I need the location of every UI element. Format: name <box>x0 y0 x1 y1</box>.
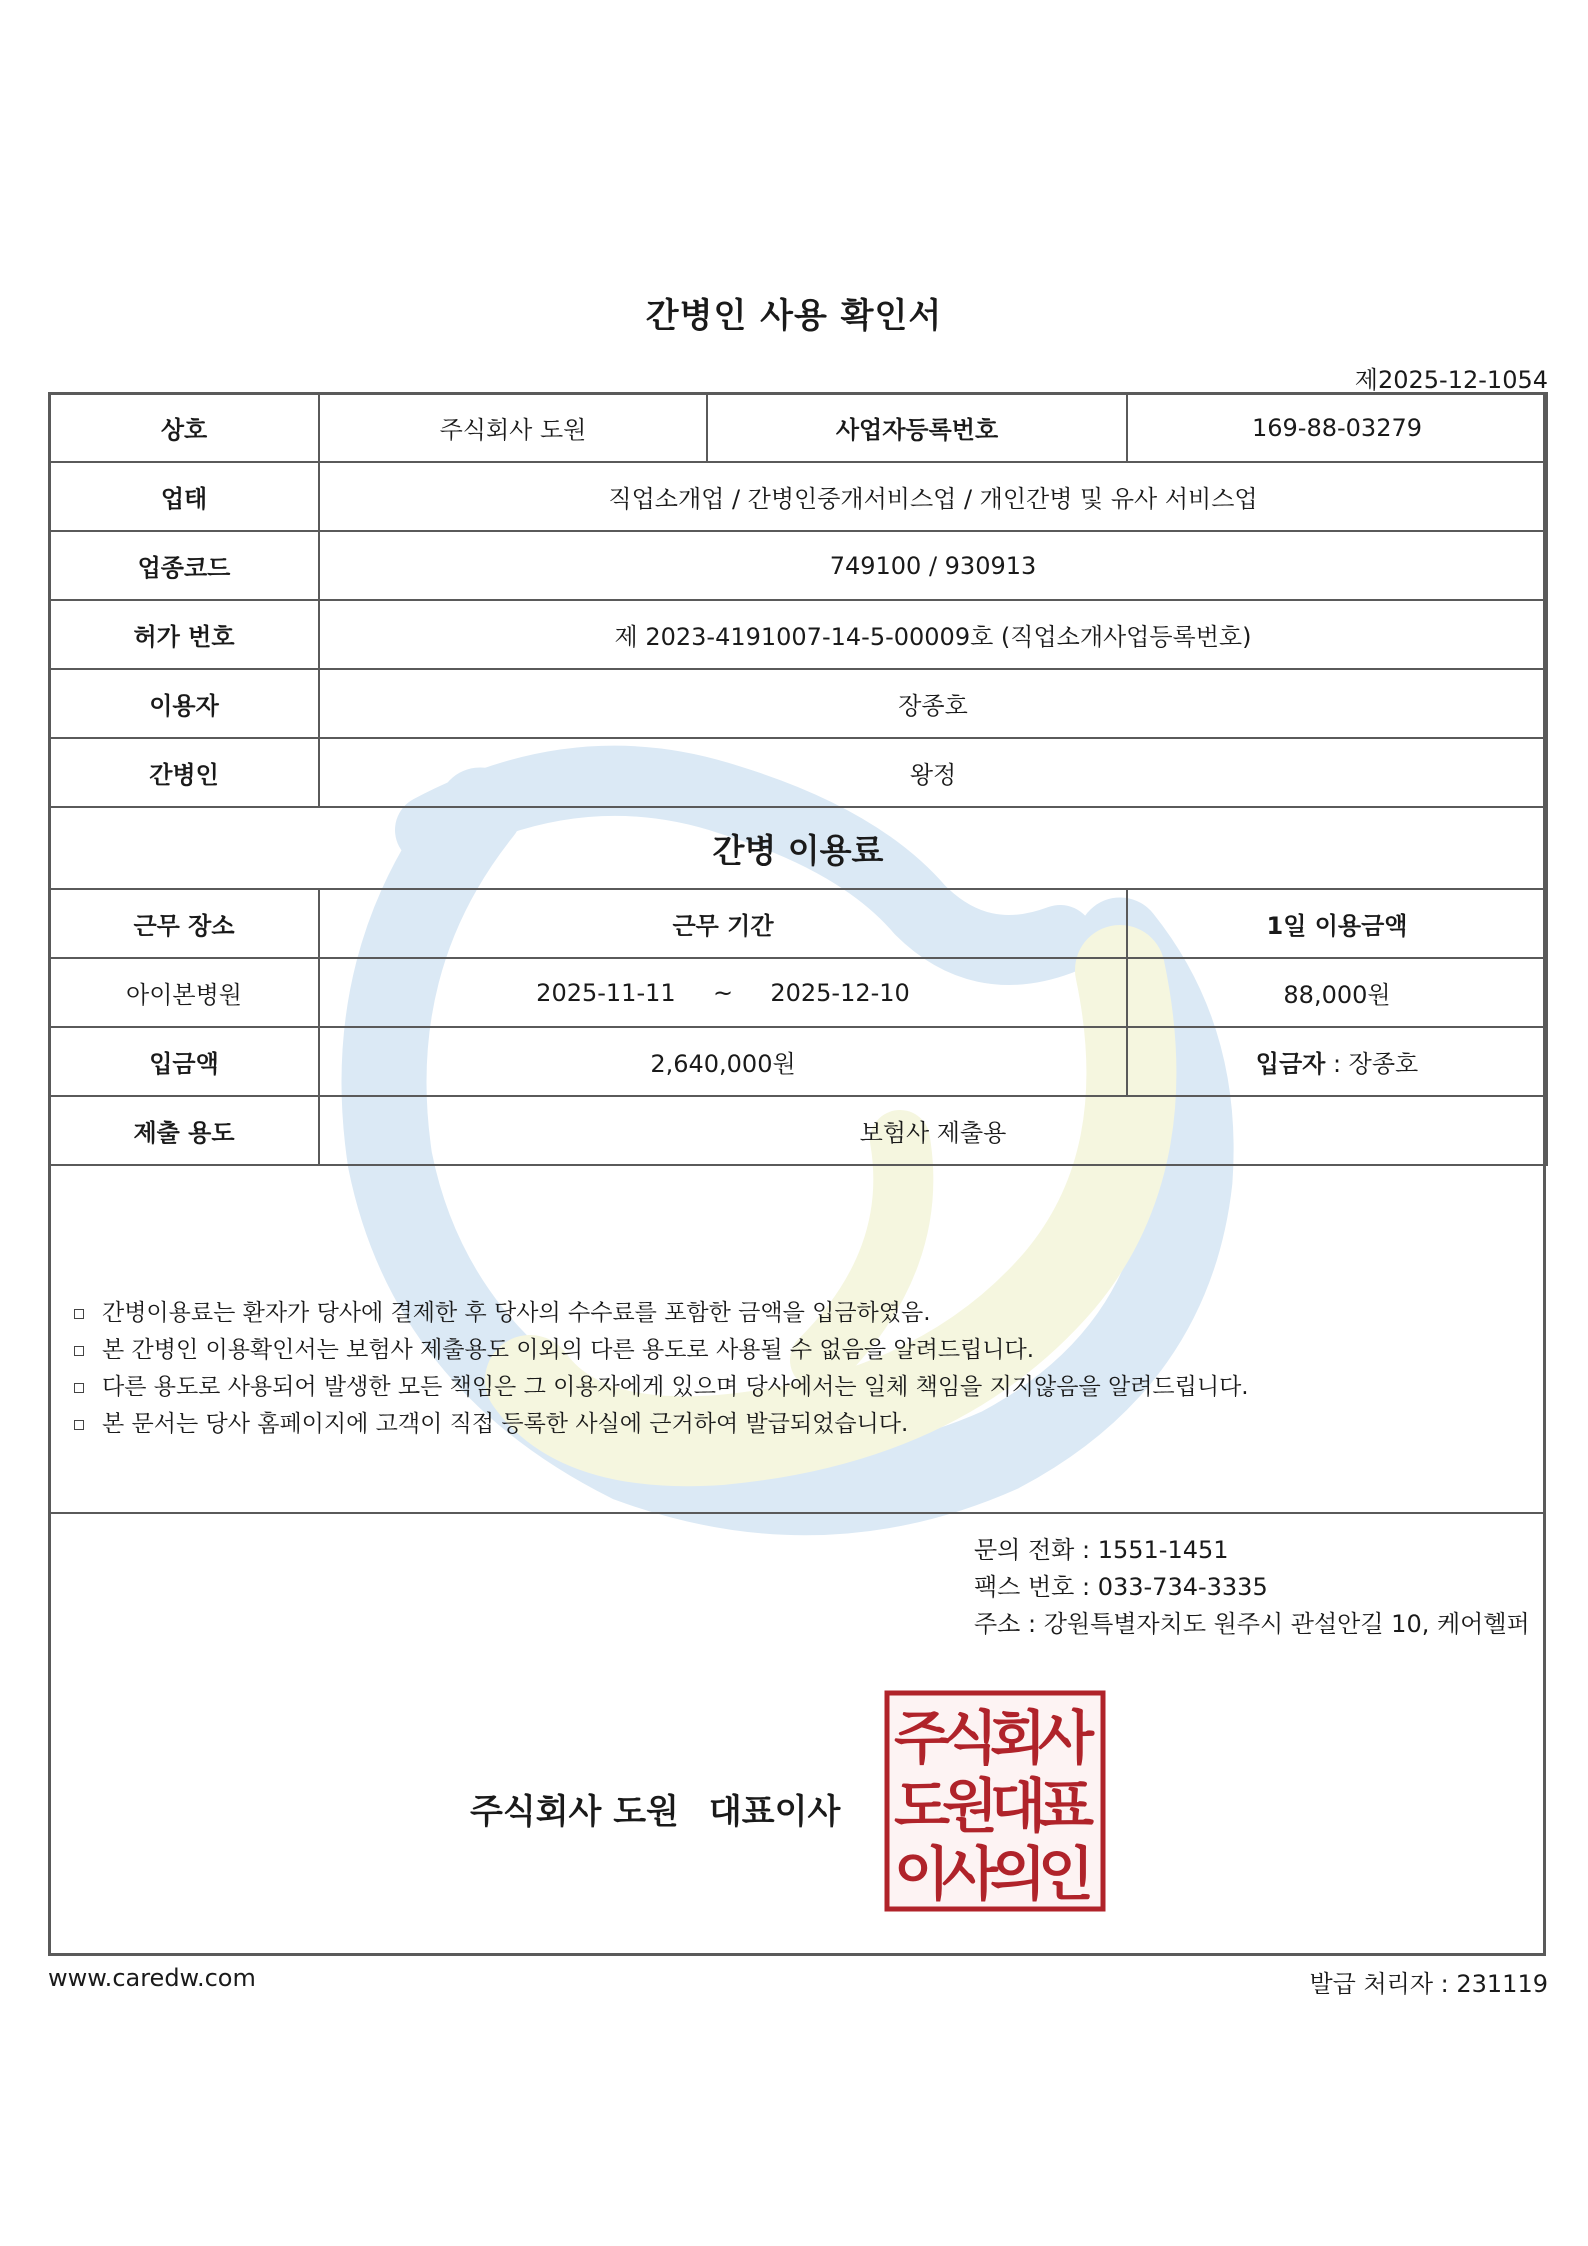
document-title: 간병인 사용 확인서 <box>645 296 943 336</box>
fee-section-title: 간병 이용료 <box>49 807 1547 889</box>
square-bullet-icon <box>74 1420 84 1430</box>
list-item: 간병이용료는 환자가 당사에 결제한 후 당사의 수수료를 포함한 금액을 입금하였음. <box>70 1295 1249 1332</box>
user-value: 장종호 <box>319 669 1547 738</box>
work-period-value <box>319 958 1127 1027</box>
period-start: 2025-11-11 <box>536 978 676 1007</box>
svg-text:도: 도 <box>893 1772 951 1840</box>
svg-text:인: 인 <box>1037 1840 1095 1908</box>
square-bullet-icon <box>74 1309 84 1319</box>
industry-code-value: 749100 / 930913 <box>319 531 1547 600</box>
business-type-value: 직업소개업 / 간병인중개서비스업 / 개인간병 및 유사 서비스업 <box>319 462 1547 531</box>
square-bullet-icon <box>74 1383 84 1393</box>
svg-text:식: 식 <box>941 1704 999 1772</box>
table-row <box>49 669 1547 738</box>
notes-list <box>70 1295 1249 1443</box>
period-end: 2025-12-10 <box>770 978 910 1007</box>
work-place-value: 아이본병원 <box>49 958 319 1027</box>
svg-text:원: 원 <box>941 1772 999 1840</box>
table-row <box>49 393 1547 462</box>
license-number-value: 제 2023-4191007-14-5-00009호 (직업소개사업등록번호) <box>319 600 1547 669</box>
table-row <box>49 462 1547 531</box>
list-item: 다른 용도로 사용되어 발생한 모든 책임은 그 이용자에게 있으며 당사에서는 일체 책임을 지지않음을 알려드립니다. <box>70 1369 1249 1406</box>
work-period-label: 근무 기간 <box>319 889 1127 958</box>
svg-text:주: 주 <box>893 1704 951 1772</box>
daily-fee-label: 1일 이용금액 <box>1127 889 1547 958</box>
table-row <box>49 807 1547 889</box>
business-type-label: 업태 <box>49 462 319 531</box>
company-name-value: 주식회사 도원 <box>319 393 707 462</box>
svg-text:이: 이 <box>893 1840 951 1908</box>
svg-text:사: 사 <box>941 1840 999 1908</box>
svg-text:의: 의 <box>989 1840 1047 1908</box>
deposit-amount-label: 입금액 <box>49 1027 319 1096</box>
depositor-value: 장종호 <box>1348 1050 1419 1078</box>
table-row <box>49 958 1547 1027</box>
svg-text:회: 회 <box>989 1704 1047 1772</box>
daily-fee-value: 88,000원 <box>1127 958 1547 1027</box>
contact-fax: 팩스 번호 : 033-734-3335 <box>974 1573 1268 1601</box>
signature-line <box>470 1784 840 1833</box>
industry-code-label: 업종코드 <box>49 531 319 600</box>
contact-phone: 문의 전화 : 1551-1451 <box>974 1536 1229 1564</box>
contact-address: 주소 : 강원특별자치도 원주시 관설안길 10, 케어헬퍼 <box>974 1610 1530 1638</box>
square-bullet-icon <box>74 1346 84 1356</box>
issuer-id: 발급 처리자 : 231119 <box>1309 1970 1548 1998</box>
company-seal-icon <box>884 1690 1106 1912</box>
table-row <box>49 1096 1547 1165</box>
signature-company: 주식회사 도원 <box>470 1792 679 1832</box>
table-row <box>49 738 1547 807</box>
signature-title: 대표이사 <box>708 1792 841 1832</box>
depositor-label: 입금자 <box>1255 1050 1326 1078</box>
period-separator: ~ <box>712 978 734 1007</box>
purpose-value: 보험사 제출용 <box>319 1096 1547 1165</box>
svg-text:대: 대 <box>989 1772 1047 1840</box>
info-table <box>48 392 1548 1166</box>
depositor-cell <box>1127 1027 1547 1096</box>
depositor-separator: : <box>1325 1050 1349 1078</box>
user-label: 이용자 <box>49 669 319 738</box>
purpose-label: 제출 용도 <box>49 1096 319 1165</box>
caregiver-value: 왕정 <box>319 738 1547 807</box>
registration-number-value: 169-88-03279 <box>1127 393 1547 462</box>
table-row <box>49 600 1547 669</box>
svg-text:사: 사 <box>1037 1704 1095 1772</box>
caregiver-label: 간병인 <box>49 738 319 807</box>
license-number-label: 허가 번호 <box>49 600 319 669</box>
table-row <box>49 531 1547 600</box>
website-link[interactable]: www.caredw.com <box>48 1964 256 1992</box>
work-place-label: 근무 장소 <box>49 889 319 958</box>
document-number: 제2025-12-1054 <box>1354 366 1548 394</box>
svg-text:표: 표 <box>1037 1772 1095 1840</box>
list-item: 본 문서는 당사 홈페이지에 고객이 직접 등록한 사실에 근거하여 발급되었습니다. <box>70 1406 1249 1443</box>
section-divider <box>48 1512 1546 1514</box>
deposit-amount-value: 2,640,000원 <box>319 1027 1127 1096</box>
company-name-label: 상호 <box>49 393 319 462</box>
table-row <box>49 1027 1547 1096</box>
table-row <box>49 889 1547 958</box>
registration-number-label: 사업자등록번호 <box>707 393 1127 462</box>
contact-info <box>974 1532 1530 1643</box>
list-item: 본 간병인 이용확인서는 보험사 제출용도 이외의 다른 용도로 사용될 수 없음을 알려드립니다. <box>70 1332 1249 1369</box>
